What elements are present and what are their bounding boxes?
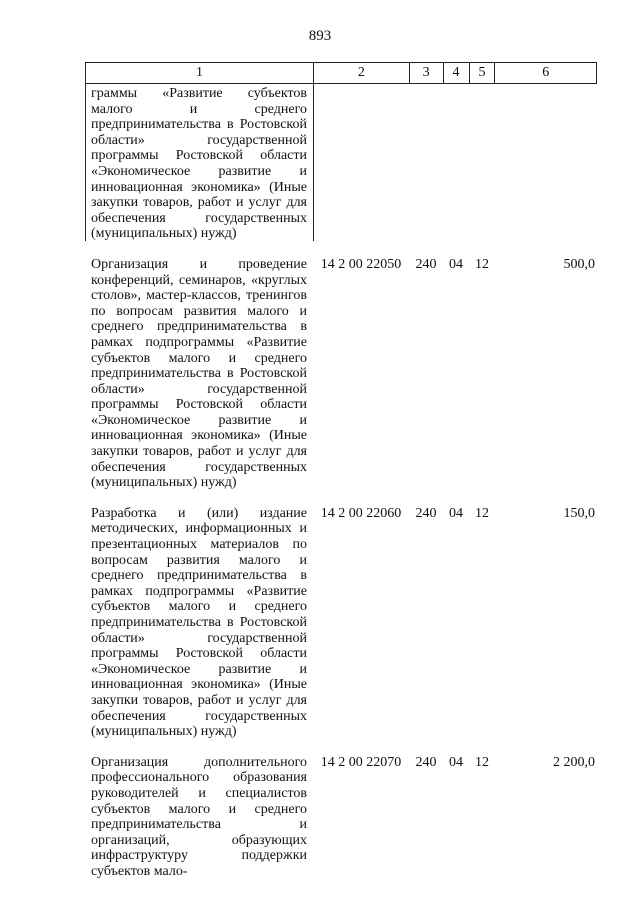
row-amount: 150,0 xyxy=(563,505,595,521)
row-subsection: 12 xyxy=(475,754,489,770)
row-section xyxy=(443,84,469,248)
header-col-1: 1 xyxy=(196,65,204,80)
table-row xyxy=(85,497,597,746)
row-target-code: 14 2 00 22060 xyxy=(320,505,402,521)
row-section: 04 xyxy=(449,256,463,272)
row-amount: 500,0 xyxy=(563,256,595,272)
row-expense-type: 240 xyxy=(415,505,437,521)
row-section: 04 xyxy=(449,505,463,521)
row-description: Организация и проведение конференций, семинаров, «круглых столов», мастер-классов, тренингов по вопросам развития малого и среднего предпринимательства в рамках подпрограммы «Развитие субъектов малого и среднего предпринимательства в Ростовской области» государственной программы Ростовской области «Экономическое развитие и инновационная экономика» (Иные закупки товаров, работ и услуг для обеспечения государственных (муниципальных) нужд) xyxy=(91,256,307,491)
row-amount: 2 200,0 xyxy=(553,754,595,770)
row-subsection: 12 xyxy=(475,505,489,521)
row-subsection xyxy=(469,84,495,248)
table-body xyxy=(85,84,597,886)
row-amount xyxy=(495,84,597,248)
header-col-4: 4 xyxy=(443,63,469,83)
row-target-code: 14 2 00 22050 xyxy=(320,256,402,272)
page-number: 893 xyxy=(308,28,332,44)
row-description: Организация дополнительного профессионального образования руководителей и специалистов субъектов малого и среднего предпринимательства и организаций, образующих инфраструктуру поддержки субъектов мало- xyxy=(91,754,307,879)
header-col-3: 3 xyxy=(409,63,443,83)
row-section: 04 xyxy=(449,754,463,770)
table-row xyxy=(85,84,597,248)
table-header xyxy=(85,62,597,84)
header-col-6: 6 xyxy=(494,63,596,83)
row-subsection: 12 xyxy=(475,256,489,272)
header-col-5: 5 xyxy=(469,63,495,83)
row-description: Разработка и (или) издание методических, информационных и презентационных материалов по вопросам развития малого и среднего предпринимательства в рамках подпрограммы «Развитие субъектов малого и среднего предпринимательства в Ростовской области» государственной программы Ростовской области «Экономическое развитие и инновационная экономика» (Иные закупки товаров, работ и услуг для обеспечения государственных (муниципальных) нужд) xyxy=(91,505,307,740)
row-description: граммы «Развитие субъектов малого и среднего предпринимательства в Ростовской области» государственной программы Ростовской области «Экономическое развитие и инновационная экономика» (Иные закупки товаров, работ и услуг для обеспечения государственных (муниципальных) нужд) xyxy=(91,86,307,242)
header-col-2: 2 xyxy=(313,63,409,83)
table-row xyxy=(85,248,597,497)
row-target-code xyxy=(313,84,409,248)
row-expense-type: 240 xyxy=(415,256,437,272)
table-row xyxy=(85,746,597,886)
row-expense-type: 240 xyxy=(415,754,437,770)
row-expense-type xyxy=(409,84,443,248)
row-target-code: 14 2 00 22070 xyxy=(320,754,402,770)
